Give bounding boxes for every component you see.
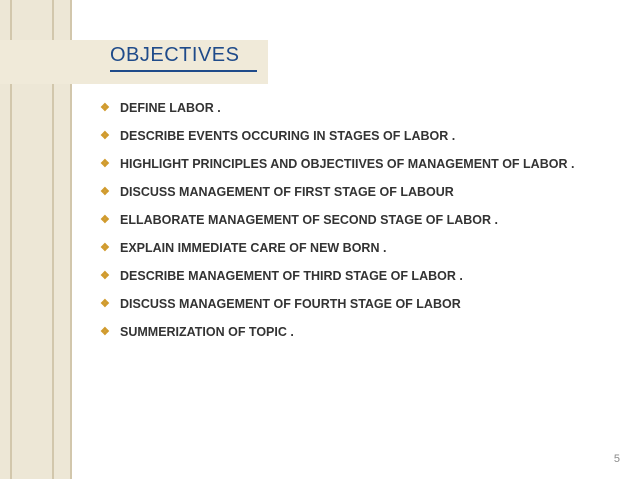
diamond-bullet-icon: ❖ <box>100 158 110 170</box>
objective-text: DISCUSS MANAGEMENT OF FIRST STAGE OF LABOUR <box>120 185 454 199</box>
diamond-bullet-icon: ❖ <box>100 186 110 198</box>
diamond-bullet-icon: ❖ <box>100 214 110 226</box>
objectives-list <box>100 98 620 350</box>
objective-text: ELLABORATE MANAGEMENT OF SECOND STAGE OF LABOR . <box>120 213 499 227</box>
list-item <box>100 238 620 258</box>
list-item <box>100 210 620 230</box>
list-item <box>100 294 620 314</box>
objective-text: DEFINE LABOR . <box>120 101 221 115</box>
objective-text: HIGHLIGHT PRINCIPLES AND OBJECTIIVES OF MANAGEMENT OF LABOR . <box>120 157 575 171</box>
list-item <box>100 322 620 342</box>
list-item <box>100 98 620 118</box>
list-item <box>100 126 620 146</box>
objective-text: SUMMERIZATION OF TOPIC . <box>120 325 294 339</box>
slide-title: OBJECTIVES <box>110 44 240 66</box>
diamond-bullet-icon: ❖ <box>100 242 110 254</box>
diamond-bullet-icon: ❖ <box>100 102 110 114</box>
objective-text: DESCRIBE MANAGEMENT OF THIRD STAGE OF LABOR . <box>120 269 463 283</box>
list-item <box>100 266 620 286</box>
objective-text: DESCRIBE EVENTS OCCURING IN STAGES OF LABOR . <box>120 129 456 143</box>
objective-text: DISCUSS MANAGEMENT OF FOURTH STAGE OF LABOR <box>120 297 461 311</box>
title-underline <box>110 70 257 72</box>
diamond-bullet-icon: ❖ <box>100 298 110 310</box>
diamond-bullet-icon: ❖ <box>100 130 110 142</box>
diamond-bullet-icon: ❖ <box>100 270 110 282</box>
objective-text: EXPLAIN IMMEDIATE CARE OF NEW BORN . <box>120 241 387 255</box>
list-item <box>100 154 620 174</box>
diamond-bullet-icon: ❖ <box>100 326 110 338</box>
list-item <box>100 182 620 202</box>
page-number: 5 <box>613 453 620 465</box>
